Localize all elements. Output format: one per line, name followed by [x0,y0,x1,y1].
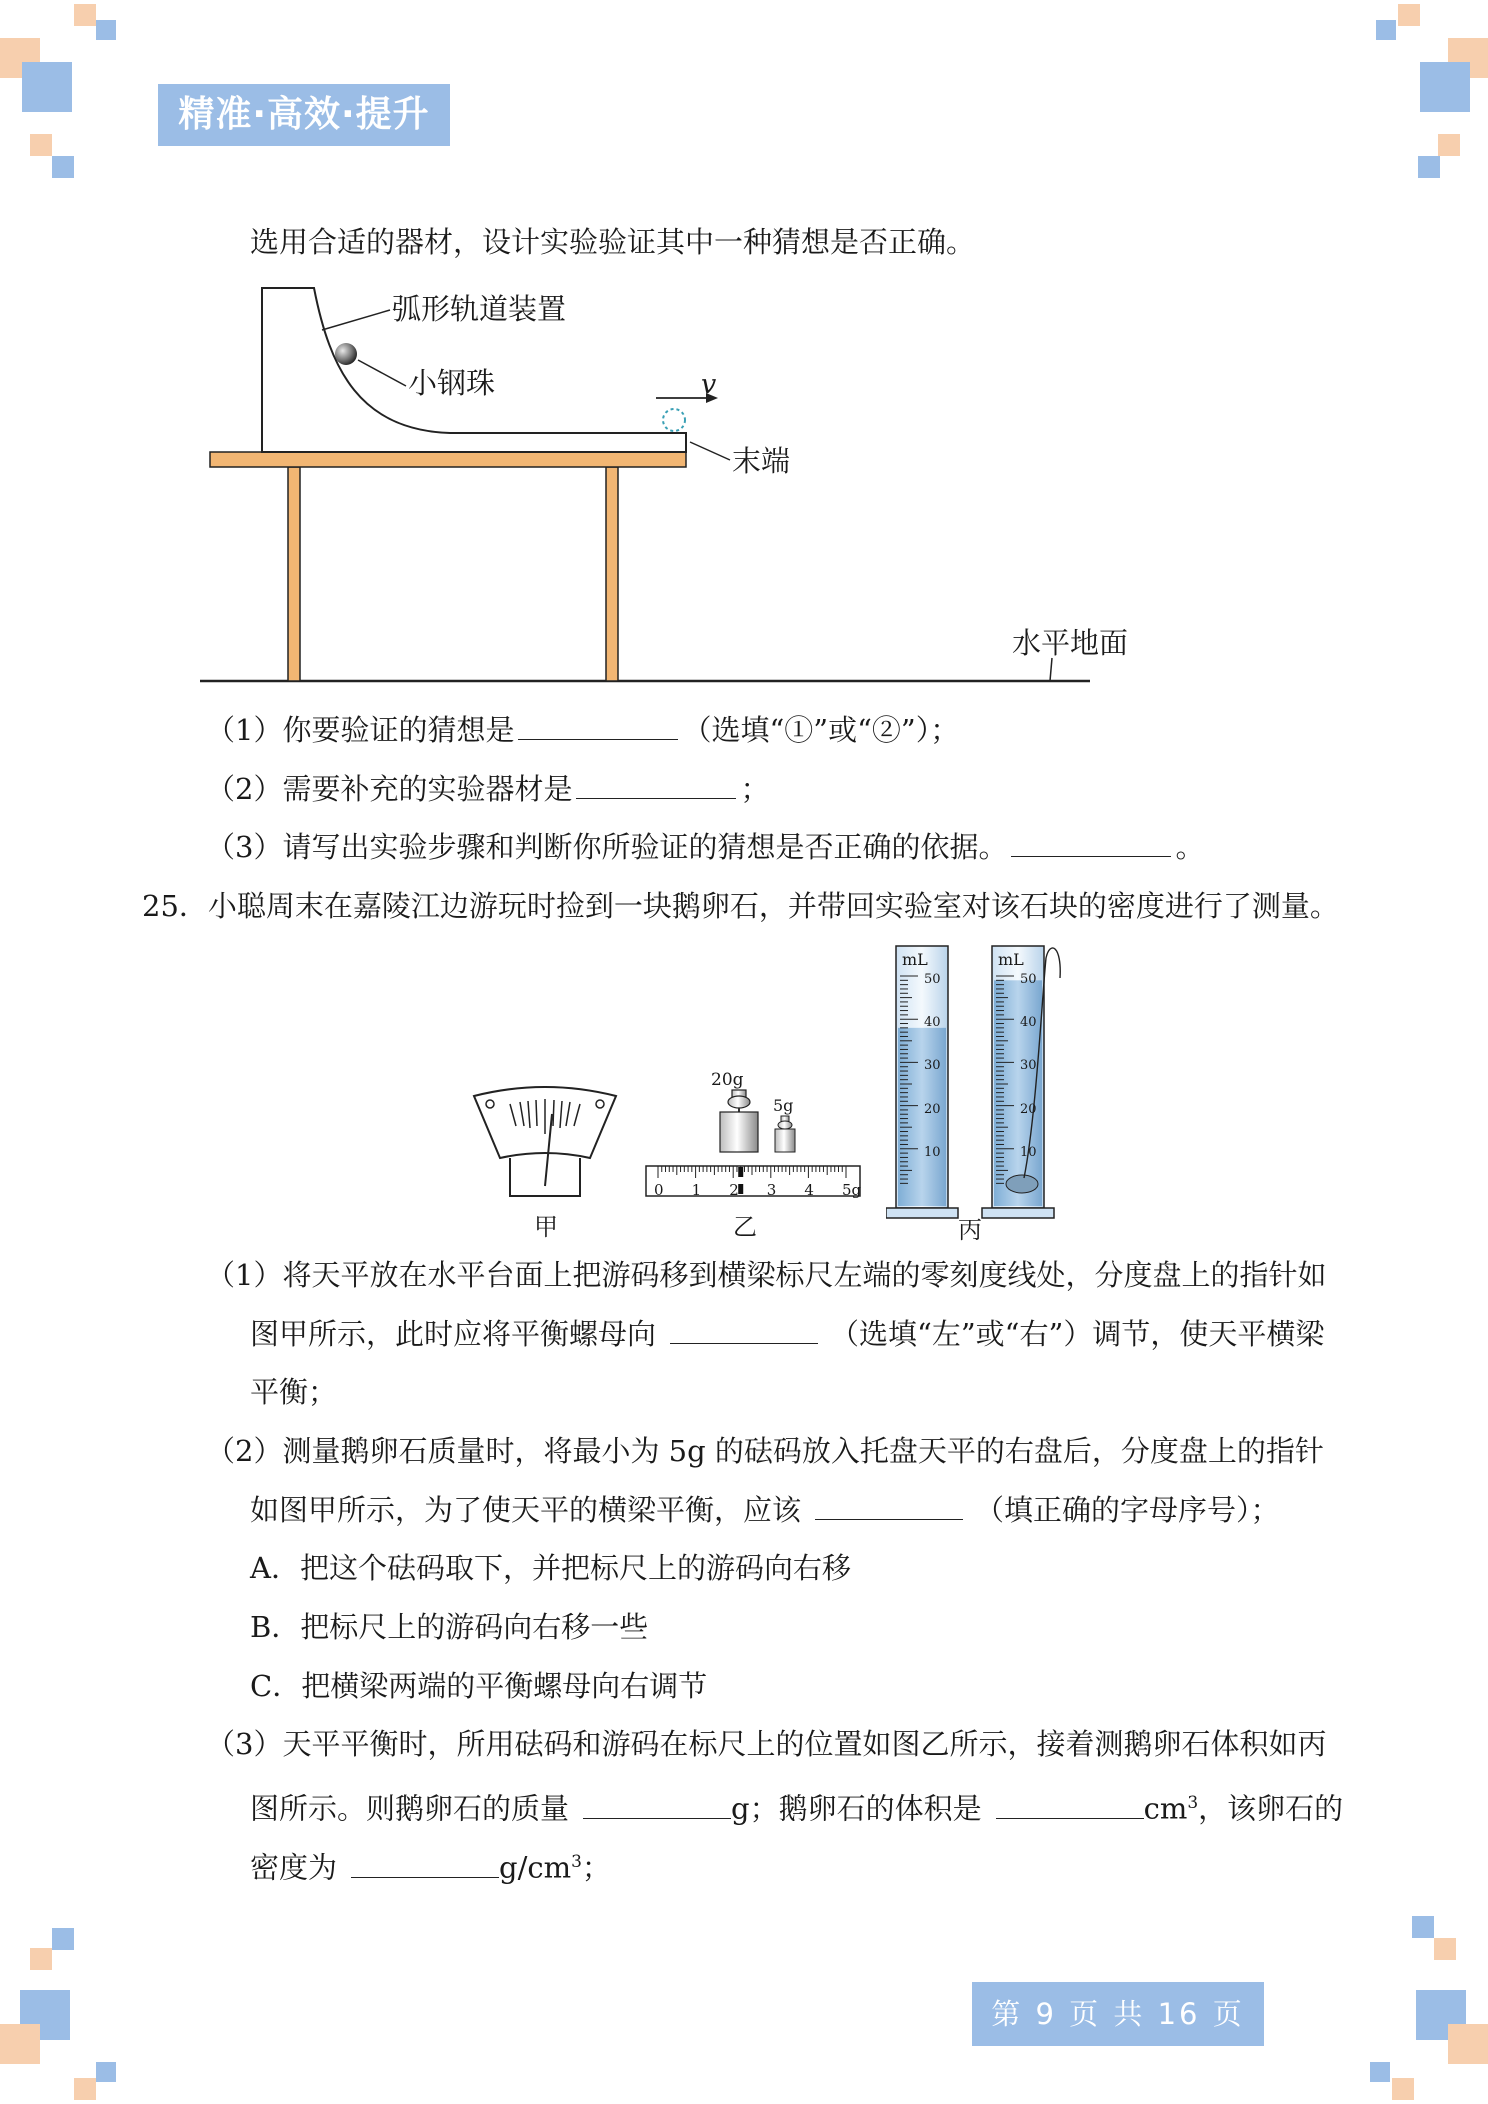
q25-p1-line3: 平衡； [250,1375,338,1409]
cylinder-mark: 20 [1020,1101,1037,1117]
weight-20g [720,1112,758,1152]
answer-blank[interactable] [670,1315,818,1344]
cylinder-mark: 10 [1020,1144,1037,1160]
end-label: 末端 [732,444,791,478]
q24-part1: （1）你要验证的猜想是 （选填“①”或“②”）； [206,713,960,747]
cylinder-water [886,946,958,1218]
weight-5g-label: 5g [773,1096,794,1115]
velocity-label: v [701,369,717,400]
page-indicator: 第 9 页 共 16 页 [972,1982,1264,2046]
ball-label: 小钢珠 [408,366,496,400]
beam-scale [646,1166,860,1196]
cylinder-mark: 40 [924,1015,941,1031]
answer-blank[interactable] [576,770,736,799]
q24-part2: （2）需要补充的实验器材是 ； [206,772,770,806]
answer-blank[interactable] [996,1790,1144,1819]
weight-5g [775,1129,795,1152]
caption-jia: 甲 [534,1213,558,1241]
answer-blank[interactable] [815,1491,963,1520]
ruler-tick-label: 1 [691,1181,702,1199]
ruler-tick-label: 2 [729,1181,739,1199]
pebble [1006,1175,1038,1193]
cylinder-mark: 40 [1020,1015,1037,1031]
intro-text: 选用合适的器材，设计实验验证其中一种猜想是否正确。 [250,225,976,259]
caption-yi: 乙 [733,1213,757,1241]
pointer-dial-figure [470,1086,620,1198]
option-c: C．把横梁两端的平衡螺母向右调节 [250,1669,708,1703]
q25-p3-line3: 密度为 $g/cm^3$； [250,1850,611,1885]
q24-part3: （3）请写出实验步骤和判断你所验证的猜想是否正确的依据。 。 [206,830,1205,864]
weight-20g-label: 20g [711,1070,744,1090]
option-b: B．把标尺上的游码向右移一些 [250,1610,649,1644]
q25-p2-line1: （2）测量鹅卵石质量时，将最小为 5g 的砝码放入托盘天平的右盘后，分度盘上的指针 [206,1434,1324,1468]
ball-at-end [663,409,685,431]
q25-p1-line1: （1）将天平放在水平台面上把游码移到横梁标尺左端的零刻度线处，分度盘上的指针如 [206,1258,1327,1292]
track-label: 弧形轨道装置 [392,292,567,326]
cylinders-figure [886,938,1086,1220]
cylinder-mark: 20 [924,1101,941,1117]
q25-p3-line1: （3）天平平衡时，所用砝码和游码在标尺上的位置如图乙所示，接着测鹅卵石体积如丙 [206,1727,1327,1761]
option-a: A．把这个砝码取下，并把标尺上的游码向右移 [250,1551,851,1585]
q25-p2-line2: 如图甲所示，为了使天平的横梁平衡，应该 （填正确的字母序号）； [250,1493,1280,1527]
table-leg-left [288,467,300,681]
ruler-tick-label: 0 [654,1181,664,1199]
cylinder-unit: mL [902,950,928,969]
rider [738,1167,743,1177]
table-leg-right [606,467,618,681]
cylinder-mark: 30 [1020,1058,1037,1074]
cylinder-mark: 50 [1020,972,1037,987]
ground-label: 水平地面 [1012,626,1129,660]
q25-stem: 25．小聪周末在嘉陵江边游玩时捡到一块鹅卵石，并带回实验室对该石块的密度进行了测量。 [142,889,1339,923]
answer-blank[interactable] [583,1790,731,1819]
cylinder-unit: mL [998,950,1024,969]
ruler-tick-label: 4 [804,1181,814,1199]
caption-bing: 丙 [958,1216,982,1244]
q25-p3-line2: 图所示。则鹅卵石的质量 g；鹅卵石的体积是 $cm^3$，该卵石的 [250,1791,1344,1826]
answer-blank[interactable] [518,711,678,740]
answer-blank[interactable] [351,1849,499,1878]
answer-blank[interactable] [1011,828,1171,857]
steel-ball [335,343,357,365]
ruler-tick-label: 3 [766,1181,777,1199]
track-experiment-figure [190,280,1110,690]
table-top [210,452,686,467]
brand-banner: 精准·高效·提升 [158,84,450,146]
cylinder-mark: 30 [924,1058,941,1074]
cylinder-mark: 50 [924,972,941,987]
weights-ruler-figure [640,1062,866,1202]
rider-bottom [738,1184,743,1194]
ruler-tick-label: 5g [842,1181,862,1199]
cylinder-mark: 10 [924,1144,941,1160]
q25-p1-line2: 图甲所示，此时应将平衡螺母向 （选填“左”或“右”）调节，使天平横梁 [250,1317,1325,1351]
